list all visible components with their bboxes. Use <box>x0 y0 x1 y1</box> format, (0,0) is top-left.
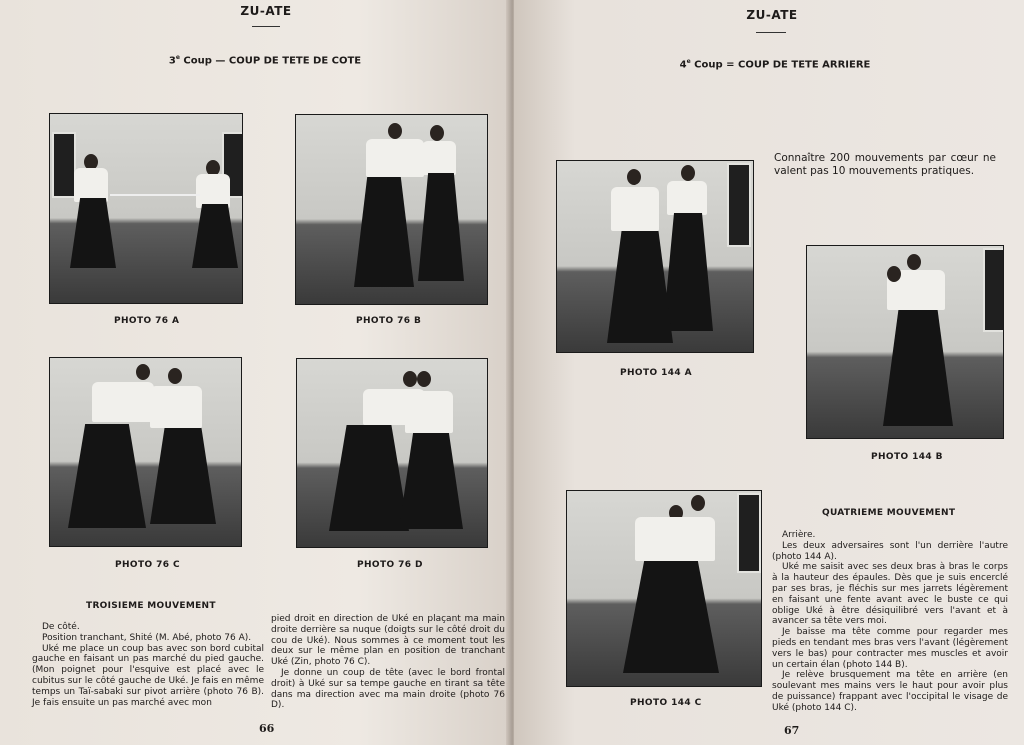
photo-caption: PHOTO 76 A <box>114 316 180 326</box>
paragraph: Uké me saisit avec ses deux bras à bras le corps à la hauteur des épaules. Dès que je suis encerclé par ses bras, je fléchis sur mes jarrets légèrement en faisant une fente avant avec le buste ce qui oblige Uké à être désiquilibré vers l'avant et à avancer sa tête vers moi. <box>772 562 1008 627</box>
photo-76c <box>49 357 242 547</box>
header-rule <box>756 32 786 33</box>
coup-word: Coup <box>183 55 212 67</box>
page-number: 67 <box>784 724 800 737</box>
coup-separator: — <box>215 55 226 67</box>
paragraph: pied droit en direction de Uké en plaçant ma main droite derrière sa nuque (doigts sur le côté droit du cou de Uké). Nous sommes à ce moment tout les deux sur le même plan en position de tranchant Uké (Zin, photo 76 C). <box>271 614 505 668</box>
coup-separator: = <box>726 59 735 71</box>
coup-word: Coup <box>694 59 723 71</box>
paragraph: Je baisse ma tête comme pour regarder mes pieds en tendant mes bras vers l'avant (légèrement vers le bas) pour contracter mes muscles et avoir un certain élan (photo 144 B). <box>772 627 1008 670</box>
running-header: ZU-ATE <box>240 4 292 18</box>
text-column-2 <box>271 614 505 711</box>
paragraph: Je relève brusquement ma tête en arrière (en soulevant mes mains vers le haut pour avoir plus de puissance) frappant avec l'occipital le visage de Uké (photo 144 C). <box>772 670 1008 713</box>
coup-number: 4 <box>679 59 687 71</box>
photo-caption: PHOTO 144 C <box>630 698 702 708</box>
section-title: TROISIEME MOUVEMENT <box>86 601 216 611</box>
text-column-1 <box>32 622 264 708</box>
photo-caption: PHOTO 144 B <box>871 452 943 462</box>
coup-suffix: e <box>175 54 180 61</box>
photo-caption: PHOTO 76 B <box>356 316 422 326</box>
paragraph: Je donne un coup de tête (avec le bord frontal droit) à Uké sur sa tempe gauche en tirant sa tête dans ma direction avec ma main droite (photo 76 D). <box>271 667 505 711</box>
paragraph: De côté. <box>42 622 80 632</box>
page-number: 66 <box>259 722 275 735</box>
paragraph: Les deux adversaires sont l'un derrière l'autre (photo 144 A). <box>772 540 1008 562</box>
photo-caption: PHOTO 76 D <box>357 560 423 570</box>
text-body <box>772 530 1008 714</box>
photo-76a <box>49 113 243 304</box>
photo-76b <box>295 114 488 305</box>
coup-heading <box>130 54 400 66</box>
photo-76d <box>296 358 488 548</box>
coup-heading <box>650 58 900 70</box>
photo-144c <box>566 490 762 687</box>
coup-number: 3 <box>168 55 176 67</box>
photo-caption: PHOTO 76 C <box>115 560 180 570</box>
photo-144a <box>556 160 754 353</box>
header-rule <box>252 26 280 27</box>
paragraph: Position tranchant, Shité (M. Abé, photo 76 A). <box>42 632 252 643</box>
coup-title: COUP DE TETE ARRIERE <box>737 59 871 71</box>
photo-144b <box>806 245 1004 439</box>
photo-caption: PHOTO 144 A <box>620 368 692 378</box>
running-header: ZU-ATE <box>746 8 798 22</box>
quote-text: Connaître 200 mouvements par cœur ne valent pas 10 mouvements pratiques. <box>774 152 996 177</box>
paragraph: Uké me place un coup bas avec son bord cubital gauche en faisant un pas marché du pied gauche. (Mon poignet pour l'esquive est placé avec le cubitus sur le côté gauche de Uké. Je fais en même temps un Taï-sabaki sur pivot arrière (photo 76 B). Je fais ensuite un pas marché avec mon <box>32 643 264 708</box>
coup-suffix: e <box>686 58 691 65</box>
coup-title: COUP DE TETE DE COTE <box>228 55 362 67</box>
right-page <box>514 0 1024 745</box>
paragraph: Arrière. <box>782 530 816 540</box>
section-title: QUATRIEME MOUVEMENT <box>822 508 956 518</box>
